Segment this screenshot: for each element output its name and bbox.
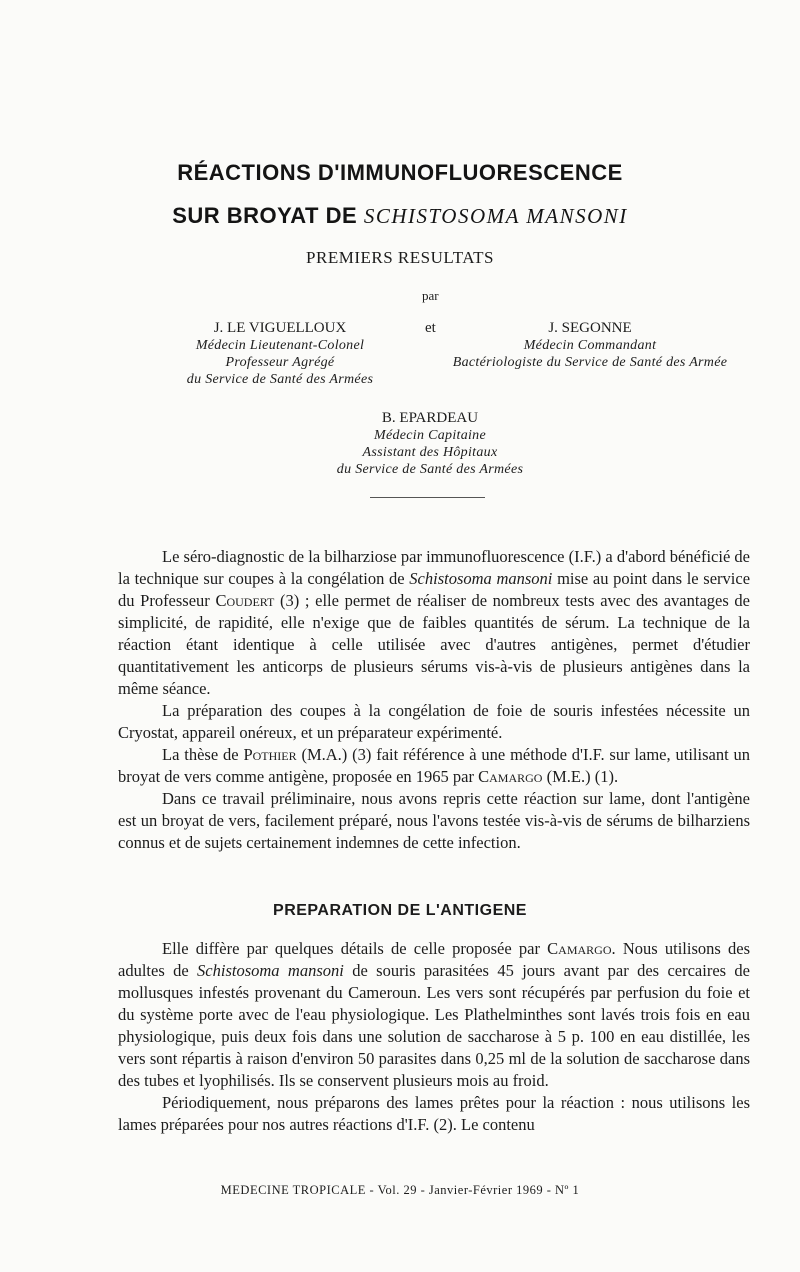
author-affiliation: Médecin Capitaine (373, 428, 486, 443)
article-title-line1: RÉACTIONS D'IMMUNOFLUORESCENCE (177, 160, 623, 185)
antigen-preparation-section (118, 938, 750, 1136)
author-conjunction: et (425, 320, 436, 336)
author-affiliation: Assistant des Hôpitaux (362, 445, 498, 460)
paragraph: Dans ce travail préliminaire, nous avons repris cette réaction sur lame, dont l'antigène est un broyat de vers, facilement préparé, nous l'avons testée vis-à-vis de sérums de bilharziens connus et de sujets certainement indemnes de cette infection. (118, 789, 750, 852)
author-epardeau (300, 410, 560, 478)
cited-author: Pothier (243, 745, 297, 764)
author-name: B. EPARDEAU (381, 410, 479, 426)
author-affiliation: du Service de Santé des Armées (186, 372, 374, 387)
journal-footer: MEDECINE TROPICALE - Vol. 29 - Janvier-Février 1969 - Nº 1 (220, 1183, 580, 1197)
author-name: J. SEGONNE (548, 320, 632, 336)
title-species: SCHISTOSOMA MANSONI (363, 204, 628, 228)
article-title-line2 (0, 203, 800, 229)
paragraph: Périodiquement, nous préparons des lames prêtes pour la réaction : nous utilisons les lames préparées pour nos autres réactions d'I.F. (2). Le contenu (118, 1093, 750, 1134)
paragraph: Elle diffère par quelques détails de celle proposée par Camargo. Nous utilisons des adultes de Schistosoma mansoni de souris parasitées 45 jours avant par des cercaires de mollusques infestés provenant du Cameroun. Les vers sont récupérés par perfusion du foie et du système porte avec de l'eau physiologique. Les Plathelminthes sont lavés trois fois en eau physiologique, puis deux fois dans une solution de saccharose à 5 p. 100 en eau distillée, les vers sont répartis à raison d'environ 50 parasites dans 0,25 ml de la solution de saccharose dans des tubes et lyophilisés. Ils se conservent plusieurs mois au froid. (118, 939, 751, 1090)
cited-author: Camargo (478, 767, 543, 786)
author-affiliation: Bactériologiste du Service de Santé des Armée (452, 355, 728, 370)
author-affiliation: Professeur Agrégé (225, 355, 335, 370)
article-subtitle: PREMIERS RESULTATS (306, 248, 494, 267)
species-name: Schistosoma mansoni (197, 961, 344, 980)
paragraph: La thèse de Pothier (M.A.) (3) fait référence à une méthode d'I.F. sur lame, utilisant un broyat de vers comme antigène, proposée en 1965 par Camargo (M.E.) (1). (118, 745, 750, 786)
author-affiliation: Médecin Commandant (523, 338, 657, 353)
cited-author: Camargo (547, 939, 612, 958)
introduction-section (118, 546, 750, 854)
author-name: J. LE VIGUELLOUX (213, 320, 347, 336)
species-name: Schistosoma mansoni (409, 569, 553, 588)
author-le-viguelloux (155, 320, 405, 388)
paragraph: La préparation des coupes à la congélation de foie de souris infestées nécessite un Cryostat, appareil onéreux, et un préparateur expérimenté. (118, 701, 750, 742)
section-heading: PREPARATION DE L'ANTIGENE (273, 902, 527, 919)
cited-author: Coudert (215, 591, 275, 610)
separator-rule (370, 497, 485, 498)
byline-par: par (422, 288, 439, 303)
author-segonne (425, 320, 755, 371)
author-affiliation: du Service de Santé des Armées (336, 462, 524, 477)
author-affiliation: Médecin Lieutenant-Colonel (195, 338, 365, 353)
title-prefix: SUR BROYAT DE (172, 203, 358, 228)
paragraph: Le séro-diagnostic de la bilharziose par immunofluorescence (I.F.) a d'abord bénéficié de la technique sur coupes à la congélation de Schistosoma mansoni mise au point dans le service du Professeur Coudert (3) ; elle permet de réaliser de nombreux tests avec des avantages de simplicité, de rapidité, elle n'exige que de faibles quantités de sérum. La technique de la réaction étant identique à celle utilisée avec d'autres antigènes, permet d'étudier quantitativement les anticorps de plusieurs sérums vis-à-vis de plusieurs antigènes dans la même séance. (118, 547, 751, 698)
